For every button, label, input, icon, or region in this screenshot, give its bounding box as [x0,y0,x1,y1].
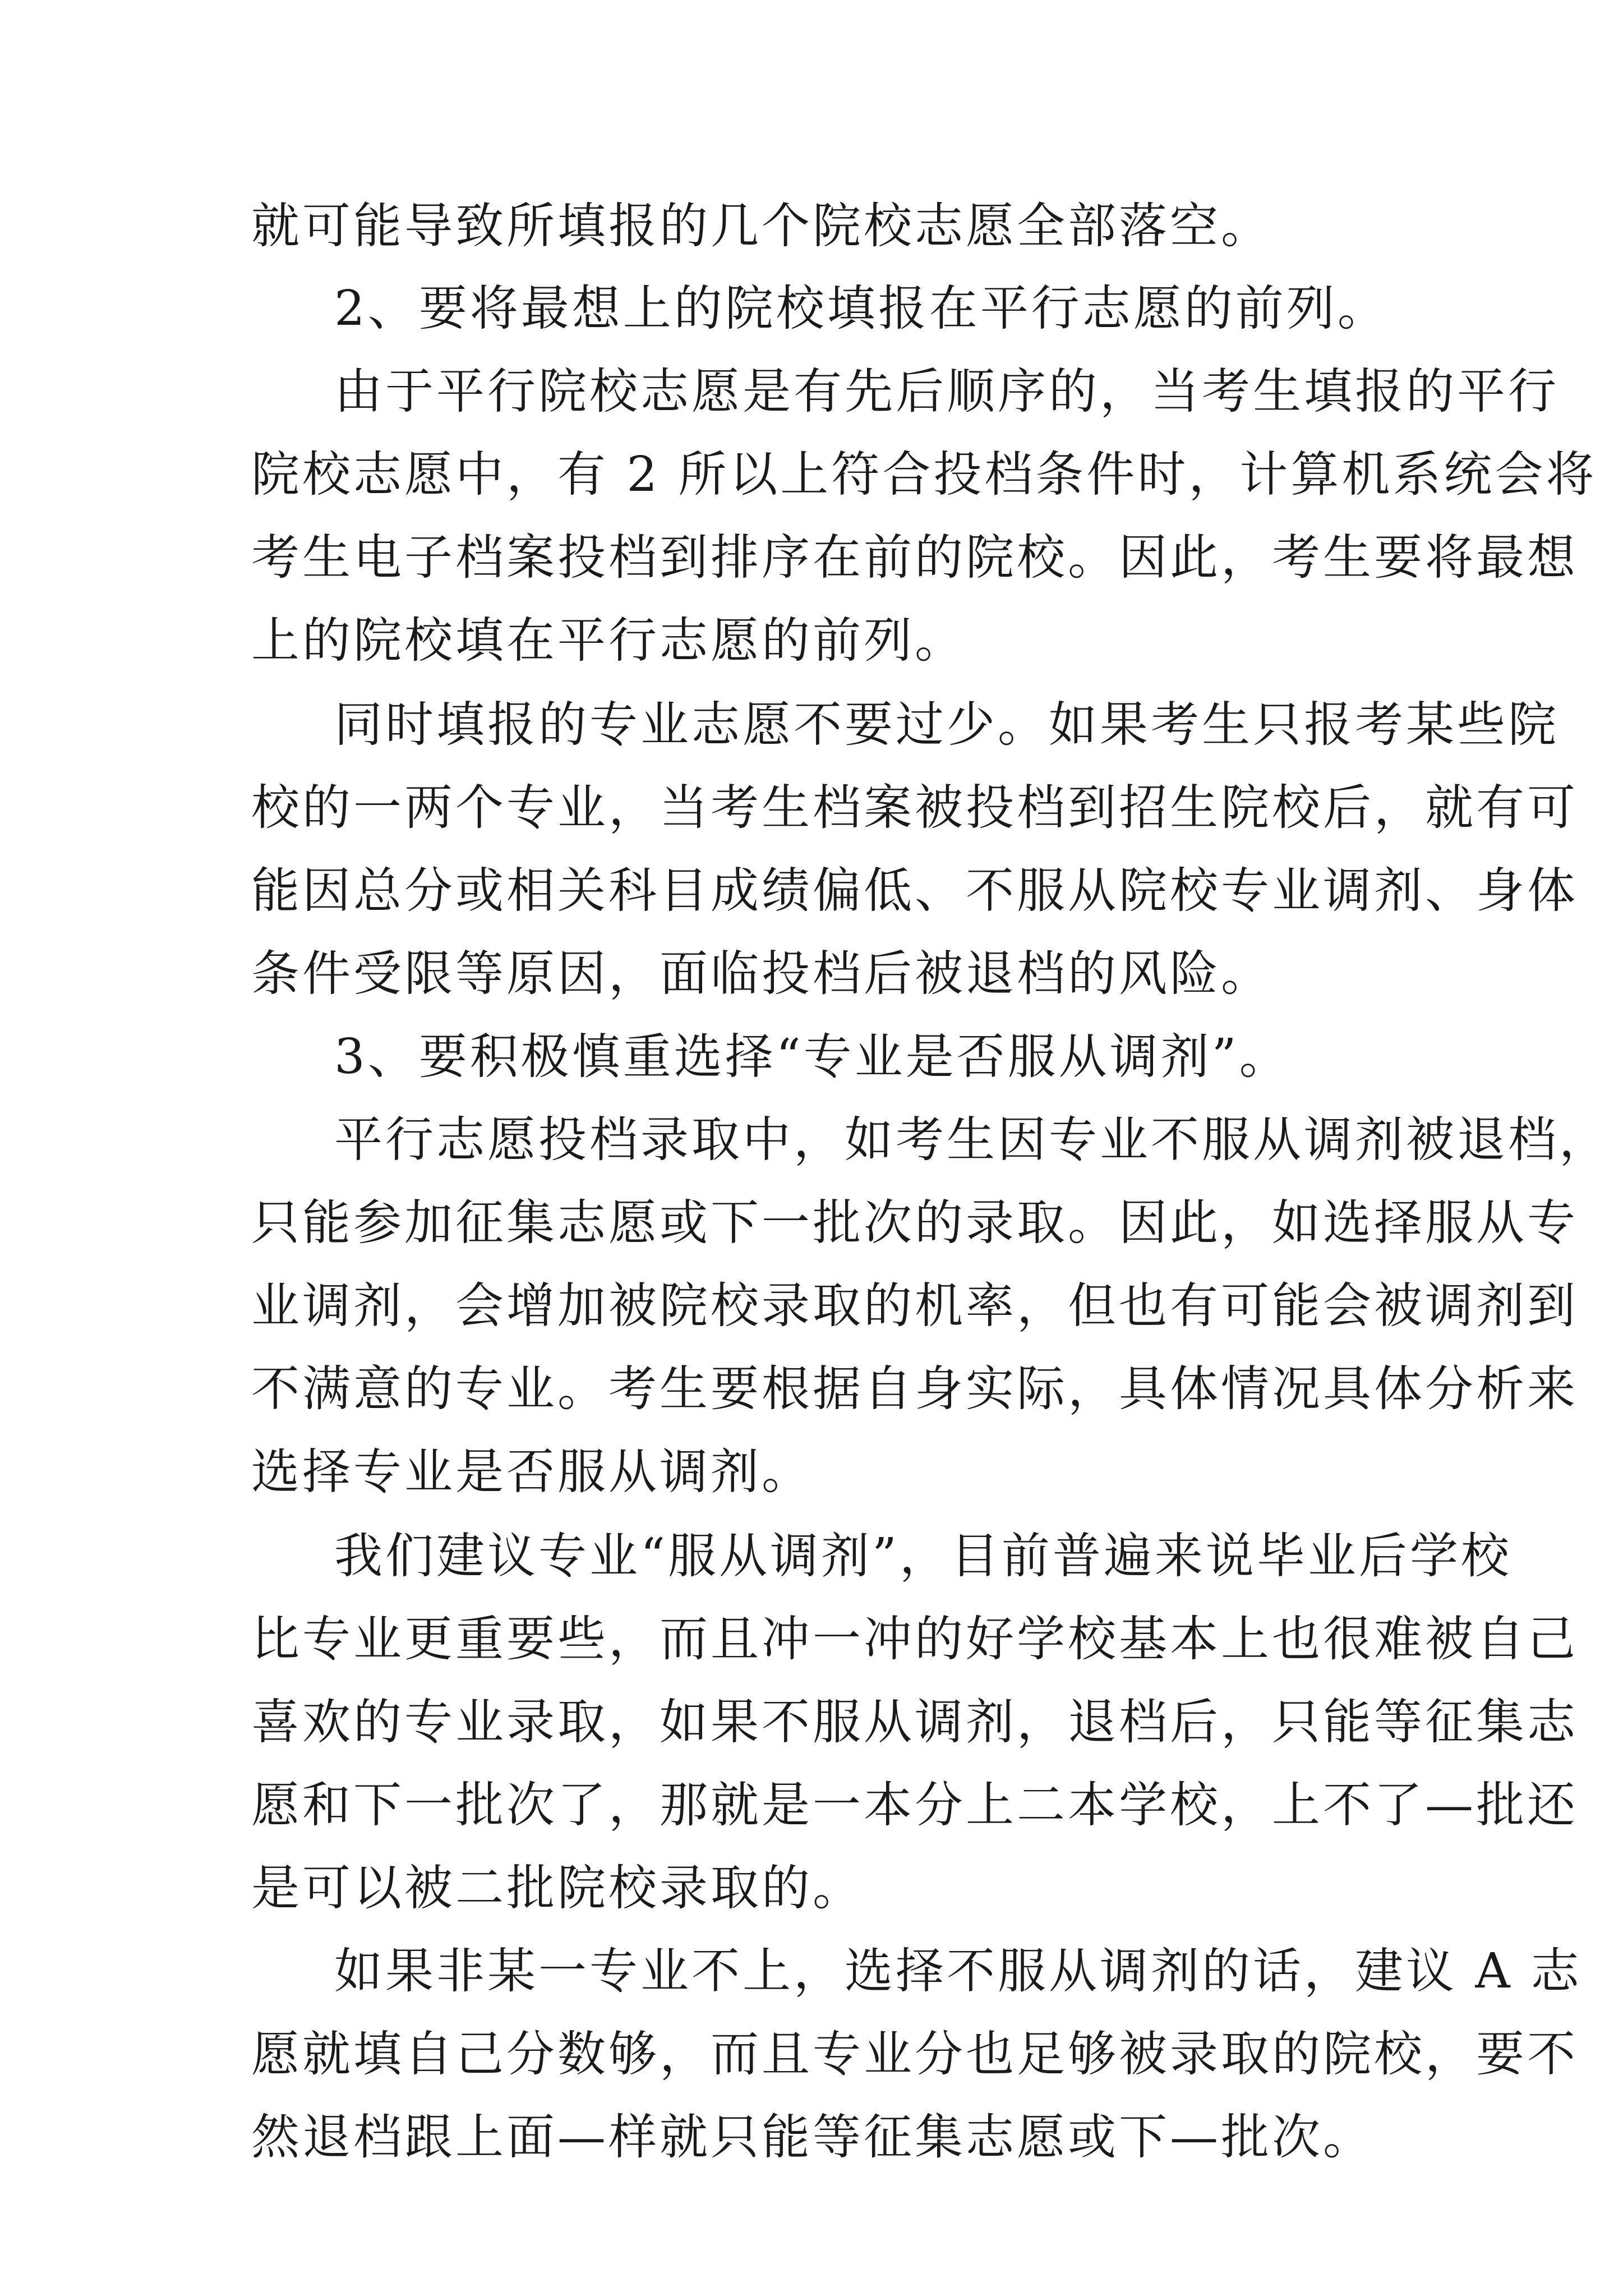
text-line: 由于平行院校志愿是有先后顺序的，当考生填报的平行 [334,364,1559,420]
text-line: 愿就填自己分数够，而且专业分也足够被录取的院校，要不 [251,2026,1578,2082]
text-line: 只能参加征集志愿或下一批次的录取。因此，如选择服从专 [251,1195,1578,1251]
text-line: 能因总分或相关科目成绩偏低、不服从院校专业调剂、身体 [251,863,1578,919]
text-line: 就可能导致所填报的几个院校志愿全部落空。 [251,198,1272,254]
text-line: 业调剂，会增加被院校录取的机率，但也有可能会被调剂到 [251,1278,1578,1334]
text-line: 考生电子档案投档到排序在前的院校。因此，考生要将最想 [251,530,1578,586]
text-line: 同时填报的专业志愿不要过少。如果考生只报考某些院 [334,697,1559,753]
text-line: 然退档跟上面—样就只能等征集志愿或下—批次。 [251,2109,1374,2165]
text-line: 校的一两个专业，当考生档案被投档到招生院校后，就有可 [251,780,1578,836]
text-line: 如果非某一专业不上，选择不服从调剂的话，建议 A 志 [334,1943,1582,1999]
text-line: 愿和下一批次了，那就是一本分上二本学校，上不了—批还 [251,1777,1578,1833]
list-heading: 3、要积极慎重选择“专业是否服从调剂”。 [334,1029,1290,1085]
text-line: 选择专业是否服从调剂。 [251,1444,813,1500]
text-line: 喜欢的专业录取，如果不服从调剂，退档后，只能等征集志 [251,1694,1578,1750]
text-line: 我们建议专业“服从调剂”，目前普遍来说毕业后学校 [334,1528,1512,1584]
text-line: 条件受限等原因，面临投档后被退档的风险。 [251,946,1272,1002]
text-line: 平行志愿投档录取中，如考生因专业不服从调剂被退档， [334,1112,1610,1168]
text-line: 比专业更重要些，而且冲一冲的好学校基本上也很难被自己 [251,1611,1578,1667]
text-line: 院校志愿中，有 2 所以上符合投档条件时，计算机系统会将 [251,447,1597,503]
text-line: 上的院校填在平行志愿的前列。 [251,613,966,669]
text-line: 是可以被二批院校录取的。 [251,1860,864,1916]
text-line: 不满意的专业。考生要根据自身实际，具体情况具体分析来 [251,1361,1578,1417]
list-heading: 2、要将最想上的院校填报在平行志愿的前列。 [334,280,1389,337]
